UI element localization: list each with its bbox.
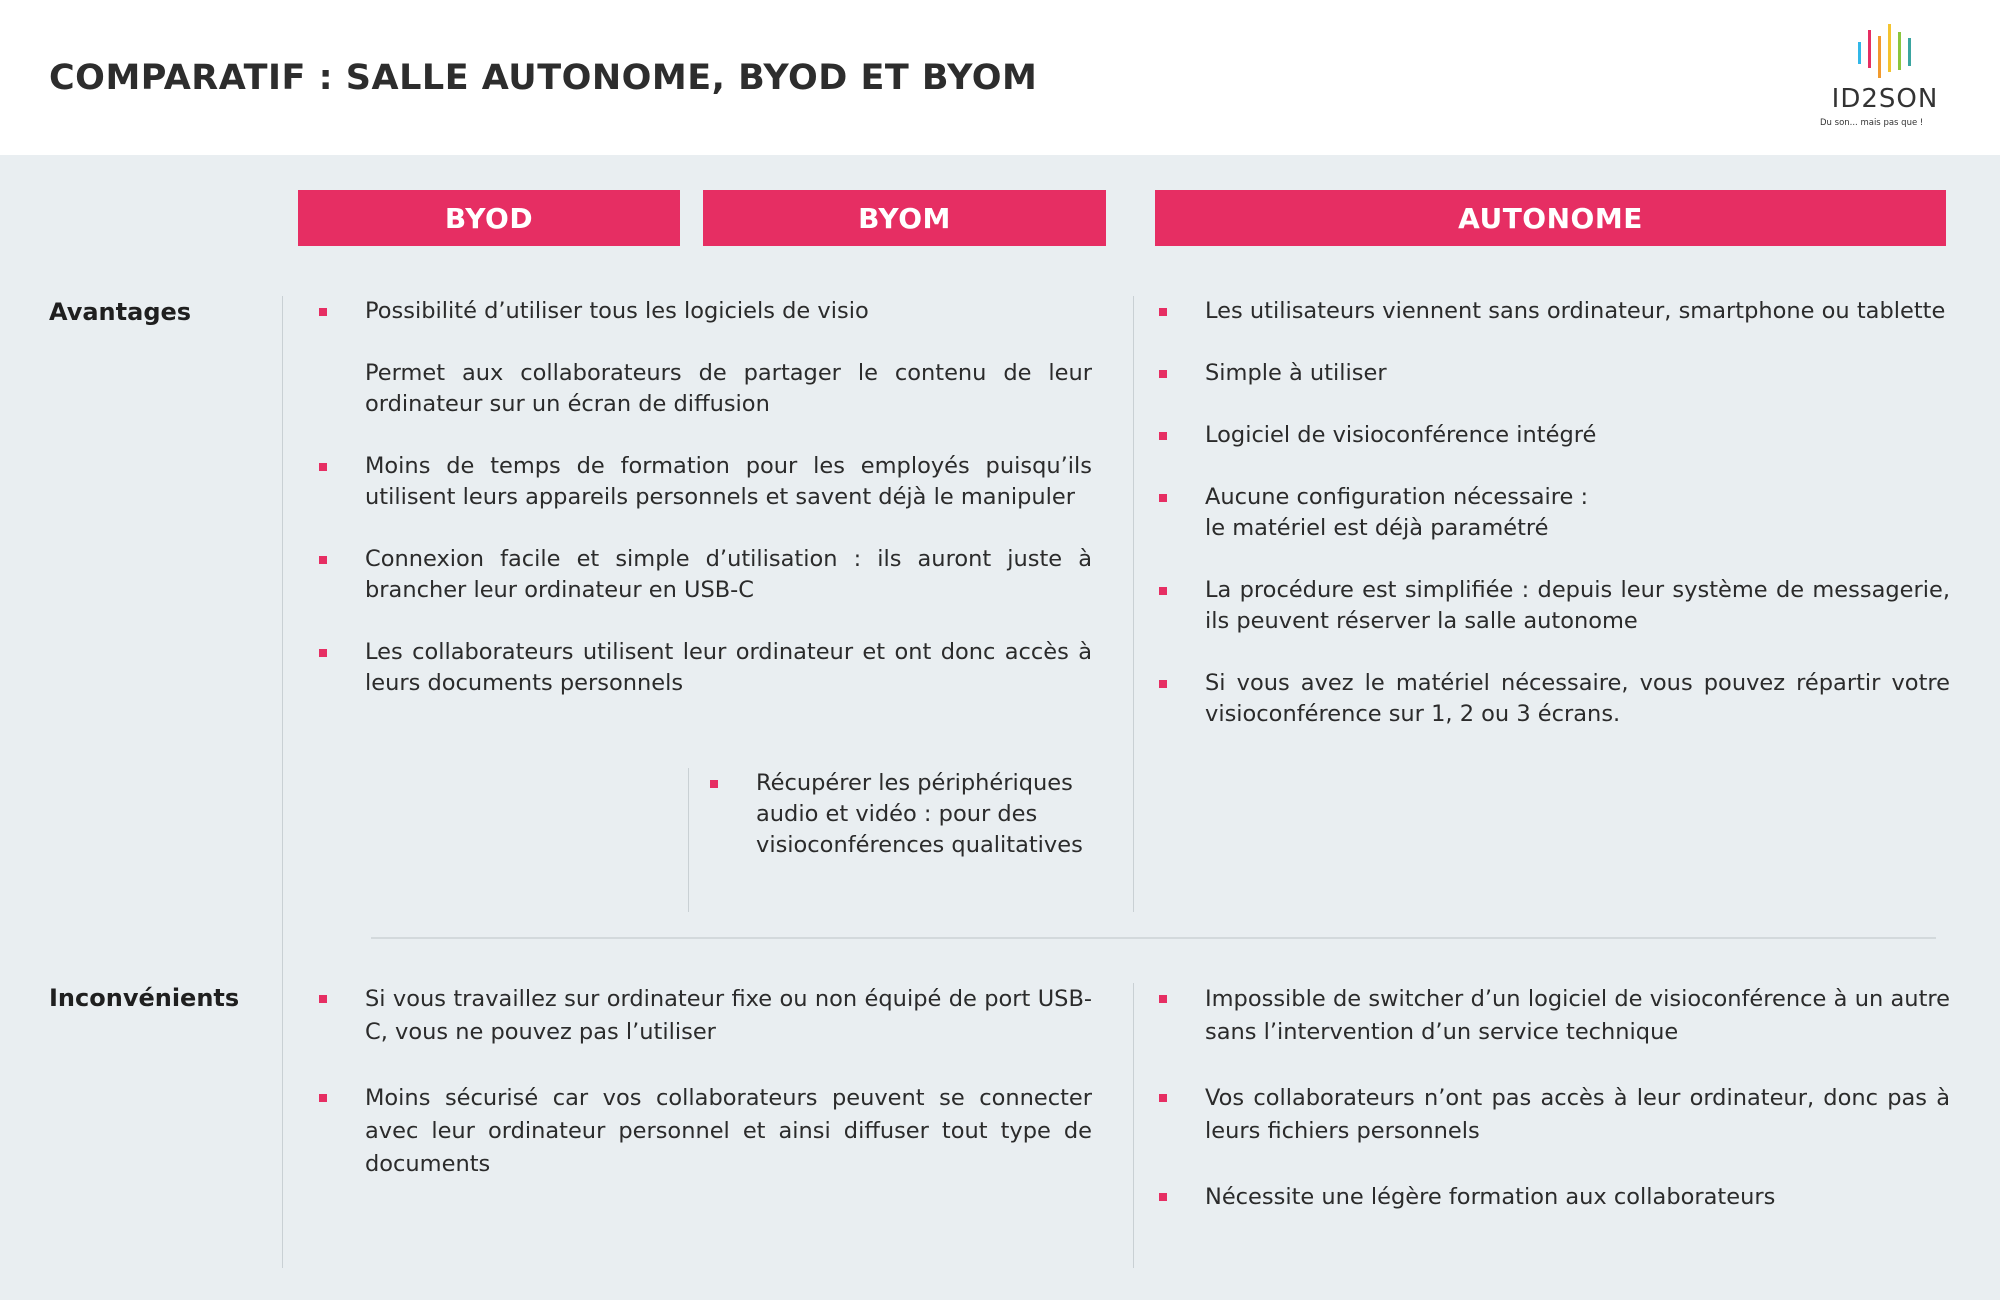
bullet-icon [1159,308,1167,316]
list-item: Aucune configuration nécessaire : le matériel est déjà paramétré [1158,482,1950,544]
divider-byod-autonome-bottom [1133,983,1134,1268]
logo-tagline: Du son... mais pas que ! [1820,118,1924,128]
divider-rows [371,937,1936,939]
bullet-icon [319,995,327,1003]
list-item: Les collaborateurs utilisent leur ordinateur et ont donc accès à leurs documents personnels [318,637,1092,699]
sound-bars-icon [1856,22,1926,80]
list-item: Simple à utiliser [1158,358,1950,389]
list-item: Logiciel de visioconférence intégré [1158,420,1950,451]
bullet-icon [319,649,327,657]
page-title: COMPARATIF : SALLE AUTONOME, BYOD ET BYOM [49,58,1038,98]
list-item: Si vous avez le matériel nécessaire, vous pouvez répartir votre visioconférence sur 1, 2 ou 3 écrans. [1158,668,1950,730]
column-header-byod: BYOD [298,190,680,246]
list-item: La procédure est simplifiée : depuis leur système de messagerie, ils peuvent réserver la salle autonome [1158,575,1950,637]
list-item: Vos collaborateurs n’ont pas accès à leur ordinateur, donc pas à leurs fichiers personnels [1158,1082,1950,1148]
bullet-icon [1159,432,1167,440]
bullet-icon [319,308,327,316]
divider-label-column [282,296,283,1268]
list-item: Moins sécurisé car vos collaborateurs peuvent se connecter avec leur ordinateur personnel et ainsi diffuser tout type de documents [318,1082,1092,1181]
bullet-icon [319,556,327,564]
inconvenients-byod-list [318,983,1092,1181]
list-item: Les utilisateurs viennent sans ordinateur, smartphone ou tablette [1158,296,1950,327]
divider-byom [688,768,689,912]
list-item: Moins de temps de formation pour les employés puisqu’ils utilisent leurs appareils personnels et savent déjà le manipuler [318,451,1092,513]
id2son-logo [1818,22,1952,132]
list-item: Récupérer les périphériques audio et vidéo : pour des visioconférences qualitatives [709,768,1093,861]
bullet-icon [710,780,718,788]
logo-wordmark: ID2SON [1831,84,1939,114]
column-header-autonome: AUTONOME [1155,190,1946,246]
row-label-avantages: Avantages [49,298,192,326]
list-item: Si vous travaillez sur ordinateur fixe ou non équipé de port USB-C, vous ne pouvez pas l’utiliser [318,983,1092,1049]
bullet-icon [319,463,327,471]
bullet-icon [1159,995,1167,1003]
avantages-byom-list [709,768,1093,861]
list-item: Possibilité d’utiliser tous les logiciels de visio [318,296,1092,327]
bullet-icon [1159,1094,1167,1102]
inconvenients-autonome-list [1158,983,1950,1214]
row-label-inconvenients: Inconvénients [49,984,240,1012]
list-item: Nécessite une légère formation aux collaborateurs [1158,1181,1950,1214]
list-item: Permet aux collaborateurs de partager le contenu de leur ordinateur sur un écran de diffusion [365,360,1092,417]
divider-byod-autonome-top [1133,296,1134,912]
bullet-icon [1159,370,1167,378]
list-item: Connexion facile et simple d’utilisation : ils auront juste à brancher leur ordinateur en USB-C [318,544,1092,606]
bullet-icon [1159,587,1167,595]
list-item: Impossible de switcher d’un logiciel de visioconférence à un autre sans l’intervention d’un service technique [1158,983,1950,1049]
bullet-icon [1159,494,1167,502]
bullet-icon [319,1094,327,1102]
avantages-byod-list [318,296,1092,699]
column-header-byom: BYOM [703,190,1106,246]
page-header [0,0,2000,155]
avantages-autonome-list [1158,296,1950,730]
bullet-icon [1159,680,1167,688]
bullet-icon [1159,1193,1167,1201]
